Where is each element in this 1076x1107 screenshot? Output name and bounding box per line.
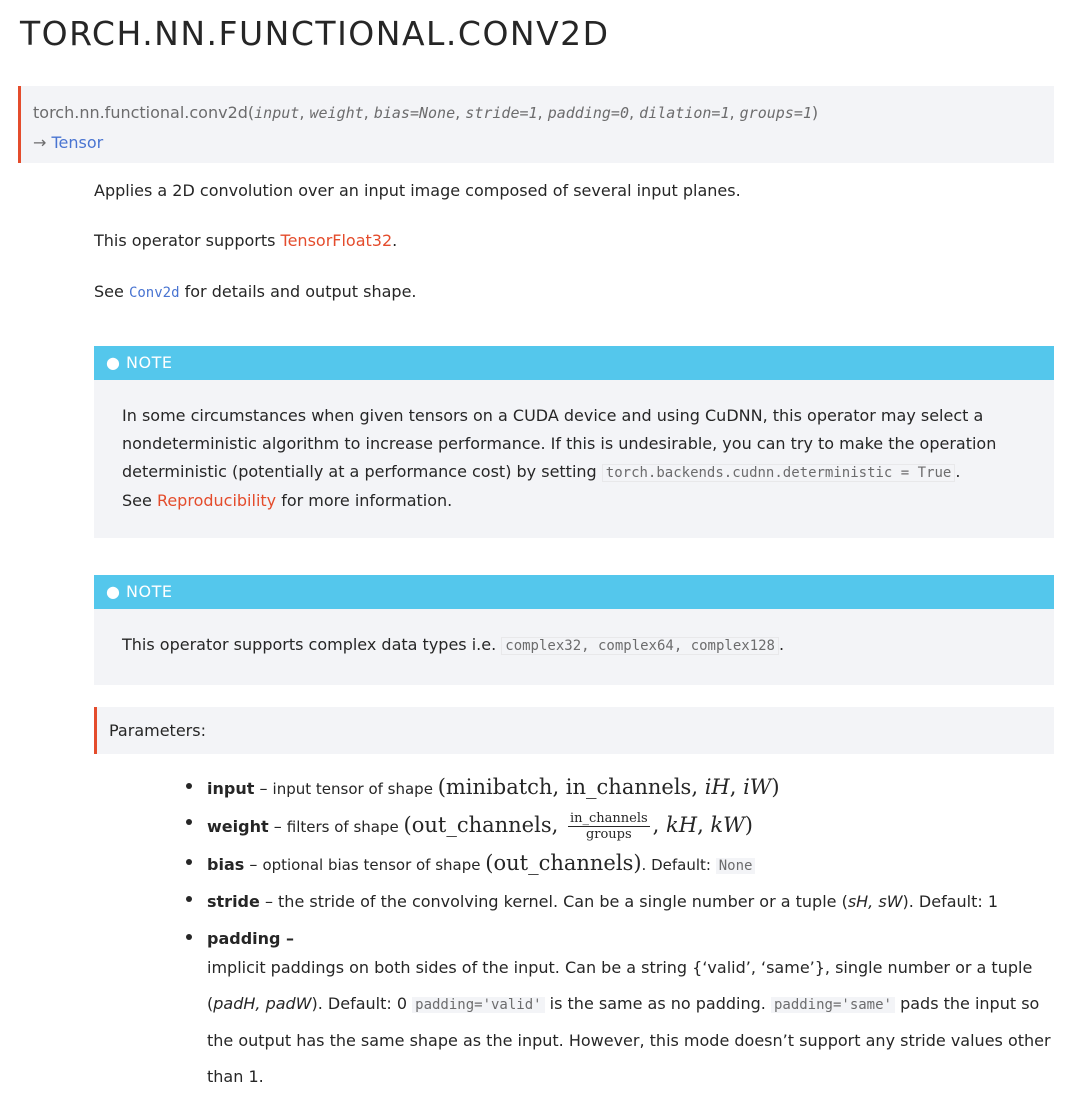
default-none-code: None [716, 858, 756, 874]
parameters-list [186, 770, 1056, 957]
description-line-1: Applies a 2D convolution over an input image composed of several input planes. [94, 181, 741, 200]
param-desc: pads the input so the output has the same shape as the input. However, this mode doesn’t support any stride values other than 1. [207, 994, 1051, 1086]
param-item-bias [186, 846, 1056, 883]
note-body [94, 380, 1054, 515]
note-text: . [955, 462, 961, 481]
conv2d-link[interactable]: Conv2d [128, 285, 180, 301]
math-part: (out_channels, [403, 813, 565, 837]
reproducibility-link[interactable]: Reproducibility [156, 491, 277, 510]
description-line-2 [94, 231, 397, 250]
param-item-weight [186, 806, 1056, 846]
param-default: ). Default: 1 [902, 892, 999, 911]
param-name: input [207, 779, 255, 798]
math-part: kH [666, 813, 698, 837]
math-part: , [697, 813, 711, 837]
note-header: ● NOTE [94, 346, 1054, 380]
math-part: iH [704, 775, 730, 799]
close-paren: ) [811, 103, 819, 122]
weight-shape-math [403, 811, 753, 842]
param-dash: – [254, 779, 273, 798]
tensor-link[interactable]: Tensor [51, 133, 104, 152]
math-part: iW [743, 775, 772, 799]
bias-shape-math: (out_channels) [485, 851, 642, 875]
note-header-label: NOTE [126, 582, 173, 601]
open-paren: ( [247, 103, 255, 122]
param-name: padding [207, 929, 281, 948]
param-name: stride [207, 892, 260, 911]
return-arrow: → [33, 133, 47, 152]
description-text: . [392, 231, 398, 250]
param-desc: input tensor of shape [272, 780, 438, 798]
padding-tuple: padH, padW [213, 994, 312, 1013]
note-text: In some circumstances when given tensors on a CUDA device and using CuDNN, this operator may select a nondeterministic algorithm to increase performance. If this is undesirable, you can try to make the operation deterministic (potentially at a performance cost) by setting [122, 406, 997, 481]
param-item-stride [186, 883, 1056, 921]
padding-description [207, 950, 1057, 1095]
deterministic-code: torch.backends.cudnn.deterministic = True [602, 464, 956, 482]
note-header-label: NOTE [126, 353, 173, 372]
param-groups: groups=1 [739, 104, 812, 122]
complex-types-code: complex32, complex64, complex128 [501, 637, 779, 655]
param-dash: – [280, 929, 295, 948]
param-item-input [186, 770, 1056, 806]
description-text: See [94, 282, 129, 301]
math-part: kW [710, 813, 745, 837]
param-bias: bias=None [373, 104, 456, 122]
math-part: , [729, 775, 744, 799]
padding-same-code: padding='same' [771, 997, 895, 1013]
tensorfloat32-link[interactable]: TensorFloat32 [280, 231, 393, 250]
note-box-complex [94, 575, 1054, 685]
note-text: This operator supports complex data types i.e. [122, 635, 502, 654]
math-part: ) [744, 813, 753, 837]
description-text: for details and output shape. [179, 282, 417, 301]
note-text: for more information. [276, 491, 453, 510]
function-signature: torch.nn.functional.conv2d(input, weight, bias=None, stride=1, padding=0, dilation=1, groups=1) → Tensor [18, 86, 1054, 163]
note-body [94, 609, 1054, 660]
fraction-denominator: groups [585, 827, 632, 842]
param-dash: – [244, 855, 263, 874]
note-header: ● NOTE [94, 575, 1054, 609]
param-desc: filters of shape [286, 818, 404, 836]
param-dash: – [259, 892, 279, 911]
page-title: TORCH.NN.FUNCTIONAL.CONV2D [20, 14, 610, 53]
param-desc: implicit paddings on both sides of the input. Can be a string {‘valid’, ‘same’}, single number or a tuple ( [207, 958, 1033, 1013]
param-stride: stride=1 [465, 104, 538, 122]
param-name: bias [207, 855, 245, 874]
input-shape-math [438, 775, 780, 799]
note-text: See [122, 491, 157, 510]
param-name: weight [207, 817, 269, 836]
math-part: , [652, 813, 667, 837]
description-text: This operator supports [94, 231, 281, 250]
param-desc: the stride of the convolving kernel. Can be a single number or a tuple ( [278, 892, 848, 911]
param-dash: – [268, 817, 287, 836]
param-desc: optional bias tensor of shape [262, 856, 486, 874]
math-fraction [568, 811, 650, 842]
fraction-numerator: in_channels [569, 811, 648, 826]
math-part: (minibatch, in_channels, [437, 775, 705, 799]
param-desc: ). Default: 0 [311, 994, 413, 1013]
note-box-cuda [94, 346, 1054, 538]
stride-tuple: sH, sW [847, 892, 903, 911]
parameters-header: Parameters: [94, 707, 1054, 754]
note-text: . [778, 635, 785, 654]
math-part: ) [771, 775, 780, 799]
param-default: . Default: [641, 856, 716, 874]
function-name: torch.nn.functional.conv2d [33, 103, 248, 122]
param-weight: weight [309, 104, 364, 122]
param-input: input [254, 104, 300, 122]
param-padding: padding=0 [547, 104, 629, 122]
param-dilation: dilation=1 [639, 104, 730, 122]
description-line-3 [94, 282, 417, 301]
padding-valid-code: padding='valid' [412, 997, 544, 1013]
param-desc: is the same as no padding. [544, 994, 771, 1013]
